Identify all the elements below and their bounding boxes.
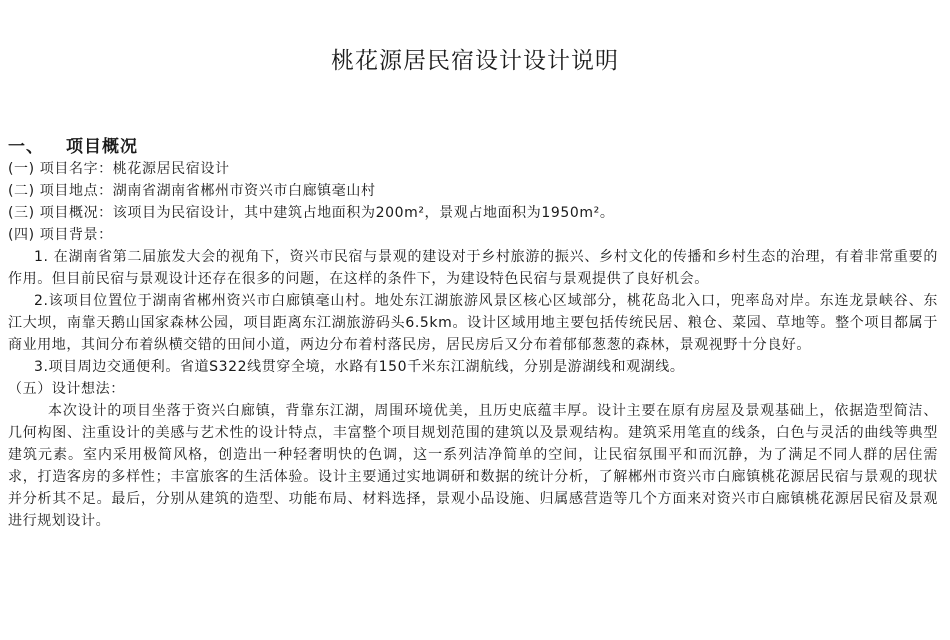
document-body — [8, 158, 938, 532]
item-project-overview: (三) 项目概况：该项目为民宿设计，其中建筑占地面积为200m²，景观占地面积为1950m²。 — [8, 205, 615, 221]
background-paragraph-1: 1. 在湖南省第二届旅发大会的视角下，资兴市民宿与景观的建设对于乡村旅游的振兴、乡村文化的传播和乡村生态的治理，有着非常重要的作用。但目前民宿与景观设计还存在很多的问题，在这样的条件下，为建设特色民宿与景观提供了良好机会。 — [8, 249, 938, 287]
section-number: 一、 — [8, 137, 44, 157]
design-idea-label: （五）设计想法： — [8, 381, 125, 397]
background-paragraph-2: 2.该项目位置位于湖南省郴州资兴市白廊镇毫山村。地处东江湖旅游风景区核心区域部分，桃花岛北入口，兜率岛对岸。东连龙景峡谷、东江大坝，南靠天鹅山国家森林公园，项目距离东江湖旅游码头6.5km。设计区域用地主要包括传统民居、粮仓、菜园、草地等。整个项目都属于商业用地，其间分布着纵横交错的田间小道，两边分布着村落民房，居民房后又分布着郁郁葱葱的森林，景观视野十分良好。 — [8, 293, 938, 353]
section-title: 项目概况 — [66, 137, 138, 157]
section-heading — [8, 132, 138, 157]
item-project-background-label: (四) 项目背景： — [8, 227, 113, 243]
item-project-location: (二) 项目地点：湖南省湖南省郴州市资兴市白廊镇毫山村 — [8, 183, 376, 199]
background-paragraph-3: 3.项目周边交通便利。省道S322线贯穿全境，水路有150千米东江湖航线，分别是游湖线和观湖线。 — [34, 359, 685, 375]
document-title: 桃花源居民宿设计设计说明 — [331, 48, 619, 74]
design-idea-paragraph: 本次设计的项目坐落于资兴白廊镇，背靠东江湖，周围环境优美，且历史底蕴丰厚。设计主要在原有房屋及景观基础上，依据造型简洁、几何构图、注重设计的美感与艺术性的设计特点，丰富整个项目规划范围的建筑以及景观结构。建筑采用笔直的线条，白色与灵活的曲线等典型建筑元素。室内采用极简风格，创造出一种轻奢明快的色调，这一系列洁净简单的空间，让民宿氛围平和而沉静，为了满足不同人群的居住需求，打造客房的多样性；丰富旅客的生活体验。设计主要通过实地调研和数据的统计分析，了解郴州市资兴市白廊镇桃花源居民宿与景观的现状并分析其不足。最后，分别从建筑的造型、功能布局、材料选择，景观小品设施、归属感营造等几个方面来对资兴市白廊镇桃花源居民宿及景观进行规划设计。 — [8, 403, 938, 529]
item-project-name: (一) 项目名字：桃花源居民宿设计 — [8, 161, 230, 177]
